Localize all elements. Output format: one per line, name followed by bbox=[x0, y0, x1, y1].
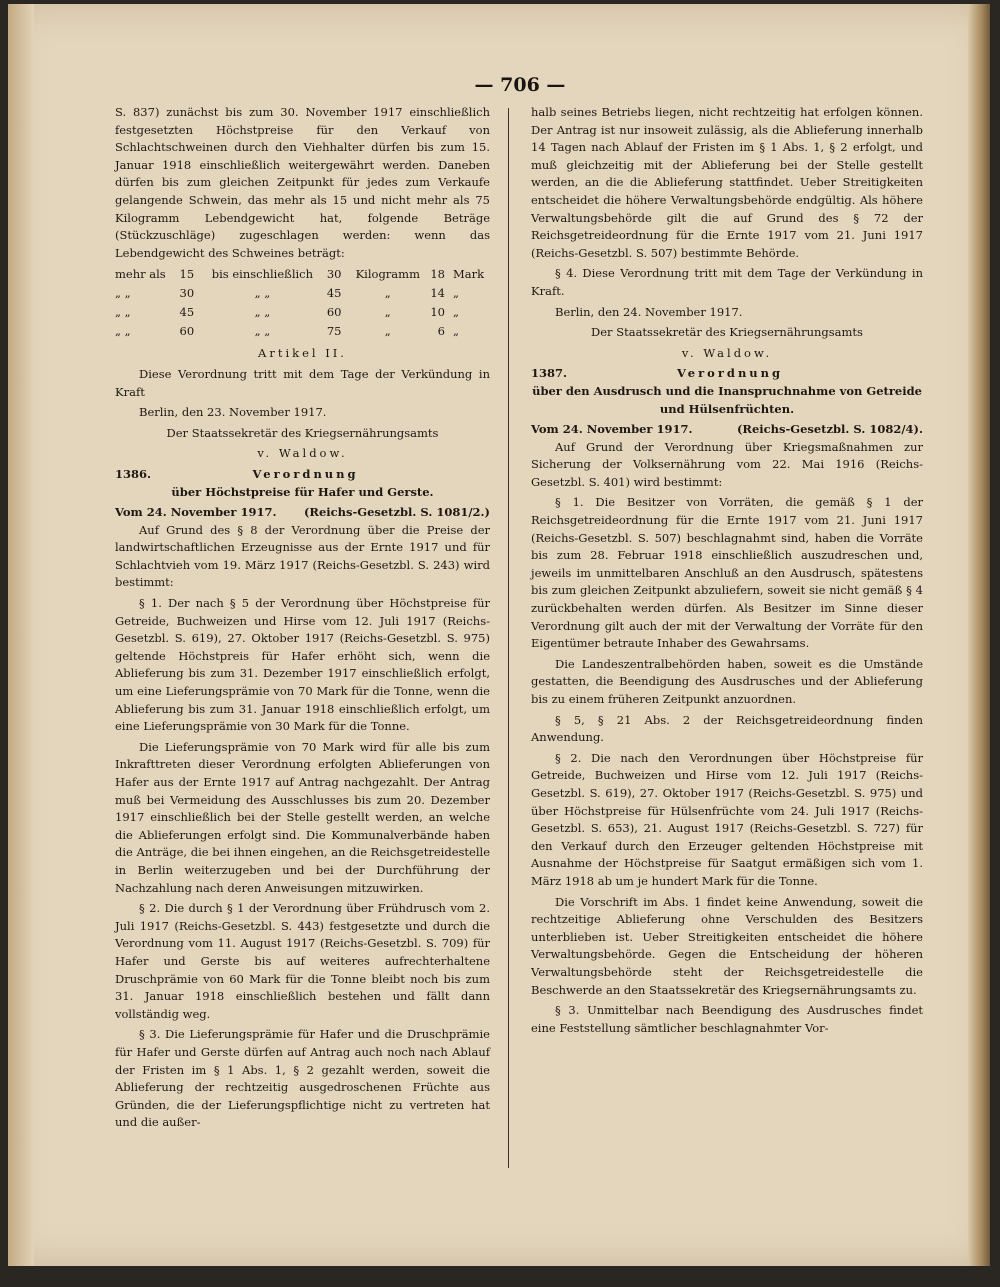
article-2-title: Artikel II. bbox=[258, 346, 347, 361]
row-prefix: mehr als bbox=[115, 267, 166, 282]
right-signature-role: Der Staatssekretär des Kriegsernährungsamts bbox=[591, 325, 863, 340]
table-row bbox=[115, 265, 490, 284]
left-paragraph-1: § 1. Der nach § 5 der Verordnung über Höchstpreise für Getreide, Buchweizen und Hirse vom 12. Juli 1917 (Reichs-Gesetzbl. S. 619), 27. Oktober 1917 (Reichs-Gesetzbl. S. 975) geltende Höchstpreis für Hafer erhöht sich, wenn die Ablieferung bis zum 31. Dezember 1917 einschließlich erfolgt, um eine Lieferungsprämie von 70 Mark für die Tonne, wenn die Ablieferung bis zum 31. Januar 1918 einschließlich erfolgt, um eine Lieferungsprämie von 30 Mark für die Tonne. bbox=[115, 596, 490, 734]
right-column bbox=[531, 104, 923, 1040]
row-range-text: bis einschließlich bbox=[211, 267, 314, 282]
row-from-weight: 15 bbox=[179, 267, 195, 282]
row-currency: „ bbox=[452, 286, 459, 301]
row-range-text: „ „ bbox=[254, 305, 271, 320]
book-spine bbox=[968, 4, 990, 1266]
ordinance-reference: (Reichs-Gesetzbl. S. 1081/2.) bbox=[303, 505, 490, 520]
row-unit: „ bbox=[384, 324, 391, 339]
row-amount: 14 bbox=[430, 286, 445, 301]
ordinance-subtitle: über Höchstpreise für Hafer und Gerste. bbox=[171, 484, 434, 499]
right-paragraph-p2: Die Landeszentralbehörden haben, soweit es die Umstände gestatten, die Beendigung des Ausdrusches und der Ablieferung bis zu einem früheren Zeitpunkt anzuordnen. bbox=[531, 656, 923, 706]
ordinance-date: Vom 24. November 1917. bbox=[115, 505, 277, 520]
ordinance-1386-heading bbox=[115, 466, 490, 484]
left-column bbox=[115, 104, 490, 1135]
left-paragraph-2: Die Lieferungsprämie von 70 Mark wird für alle bis zum Inkrafttreten dieser Verordnung erfolgten Ablieferungen von Hafer aus der Ernte 1917 auf Antrag nachgezahlt. Der Antrag muß bei Vermeidung des Ausschlusses bis zum 20. Dezember 1917 einschließlich bei der Stelle gestellt werden, an welche die Ablieferungen erfolgt sind. Die Kommunalverbände haben die Anträge, die bei ihnen eingehen, an die Reichsgetreidestelle in Berlin weiterzugeben und bei der Durchführung der Nachzahlung nach deren Anweisungen mitzuwirken. bbox=[115, 739, 490, 895]
row-prefix: „ „ bbox=[115, 286, 131, 301]
right-paragraph-intro: Auf Grund der Verordnung über Kriegsmaßnahmen zur Sicherung der Volksernährung vom 22. Mai 1916 (Reichs-Gesetzbl. S. 401) wird bestimmt: bbox=[531, 439, 923, 489]
left-intro-text: S. 837) zunächst bis zum 30. November 1917 einschließlich festgesetzten Höchstpreise für den Verkauf von Schlachtschweinen durch den Viehhalter dürfen bis zum 15. Januar 1918 einschließlich weitergewährt werden. Daneben dürfen bis zum gleichen Zeitpunkt für jedes zum Verkaufe gelangende Schwein, das mehr als 15 und nicht mehr als 75 Kilogramm Lebendgewicht hat, folgende Beträge (Stückzuschläge) zugeschlagen werden: wenn das Lebendgewicht des Schweines beträgt: bbox=[115, 105, 490, 260]
right-date-1: Berlin, den 24. November 1917. bbox=[555, 304, 743, 319]
table-row bbox=[115, 303, 490, 322]
ordinance-title: Verordnung bbox=[252, 466, 359, 481]
ordinance-subtitle: über den Ausdrusch und die Inanspruchnahme von Getreide und Hülsenfrüchten. bbox=[532, 383, 922, 416]
row-amount: 6 bbox=[437, 324, 445, 339]
ordinance-date-line bbox=[115, 504, 490, 522]
document-page bbox=[8, 4, 990, 1266]
right-paragraph-p3: § 5, § 21 Abs. 2 der Reichsgetreideordnung finden Anwendung. bbox=[531, 712, 923, 745]
left-date-1: Berlin, den 23. November 1917. bbox=[139, 405, 327, 420]
row-range-text: „ „ bbox=[254, 324, 271, 339]
row-range-text: „ „ bbox=[254, 286, 271, 301]
table-row bbox=[115, 284, 490, 303]
row-currency: Mark bbox=[452, 267, 485, 282]
ordinance-reference: (Reichs-Gesetzbl. S. 1082/4). bbox=[736, 422, 923, 437]
row-to-weight: 30 bbox=[326, 267, 342, 282]
right-paragraph-p6: § 3. Unmittelbar nach Beendigung des Ausdrusches findet eine Feststellung sämtlicher beschlagnahmter Vor- bbox=[531, 1003, 923, 1035]
ordinance-1387-heading bbox=[531, 365, 923, 383]
ordinance-date: Vom 24. November 1917. bbox=[531, 422, 693, 437]
left-paragraph-intro: Auf Grund des § 8 der Verordnung über die Preise der landwirtschaftlichen Erzeugnisse aus der Ernte 1917 und für Schlachtvieh vom 19. März 1917 (Reichs-Gesetzbl. S. 243) wird bestimmt: bbox=[115, 522, 490, 590]
page-number: — 706 — bbox=[474, 74, 566, 96]
row-from-weight: 30 bbox=[179, 286, 195, 301]
ordinance-title: Verordnung bbox=[676, 366, 784, 381]
right-paragraph-p1: § 1. Die Besitzer von Vorräten, die gemäß § 1 der Reichsgetreideordnung für die Ernte 1917 vom 21. Juni 1917 (Reichs-Gesetzbl. S. 507) beschlagnahmt sind, haben die Vorräte bis zum 28. Februar 1918 einschließlich auszudreschen und, jeweils im unmittelbaren Anschluß an den Ausdrusch, spätestens bis zum gleichen Zeitpunkt abzuliefern, soweit sie nicht gemäß § 4 zurückbehalten werden dürfen. Als Besitzer im Sinne dieser Verordnung gilt auch der mit der Verwaltung der Vorräte für den Eigentümer betraute Inhaber des Gewahrsams. bbox=[531, 495, 923, 651]
row-unit: „ bbox=[384, 286, 391, 301]
row-unit: Kilogramm bbox=[355, 267, 420, 282]
right-paragraph-p4: § 2. Die nach den Verordnungen über Höchstpreise für Getreide, Buchweizen und Hirse vom 12. Juli 1917 (Reichs-Gesetzbl. S. 619), 27. Oktober 1917 (Reichs-Gesetzbl. S. 975) und über Höchstpreise für Hülsenfrüchte vom 24. Juli 1917 (Reichs-Gesetzbl. S. 653), 21. August 1917 (Reichs-Gesetzbl. S. 727) für den Verkauf durch den Erzeuger geltenden Höchstpreise mit Ausnahme der Höchstpreise für Saatgut ermäßigen sich vom 1. März 1918 ab um je hundert Mark für die Tonne. bbox=[531, 750, 923, 888]
right-paragraph-4: § 4. Diese Verordnung tritt mit dem Tage der Verkündung in Kraft. bbox=[531, 266, 923, 298]
right-continuation: halb seines Betriebs liegen, nicht rechtzeitig hat erfolgen können. Der Antrag ist nur insoweit zulässig, als die Ablieferung innerhalb 14 Tagen nach Ablauf der Fristen im § 1 Abs. 1, § 2 erfolgt, und muß gleichzeitig mit der Ablieferung bei der Stelle gestellt werden, an die die Ablieferung stattfindet. Ueber Streitigkeiten entscheidet die höhere Verwaltungsbehörde endgültig. Als höhere Verwaltungsbehörde gilt die auf Grund des § 72 der Reichsgetreideordnung für die Ernte 1917 vom 21. Juni 1917 (Reichs-Gesetzbl. S. 507) bestimmte Behörde. bbox=[531, 105, 923, 260]
left-paragraph-4: § 3. Die Lieferungsprämie für Hafer und die Druschprämie für Hafer und Gerste dürfen auf Antrag auch noch nach Ablauf der Fristen im § 1 Abs. 1, § 2 gezahlt werden, soweit die Ablieferung der rechtzeitig ausgedroschenen Früchte aus Gründen, die der Lieferungspflichtige nicht zu vertreten hat und die außer- bbox=[115, 1027, 490, 1130]
row-amount: 10 bbox=[430, 305, 445, 320]
ordinance-date-line bbox=[531, 421, 923, 439]
row-prefix: „ „ bbox=[115, 324, 131, 339]
right-paragraph-p5: Die Vorschrift im Abs. 1 findet keine Anwendung, soweit die rechtzeitige Ablieferung ohne Verschulden des Besitzers unterblieben ist. Ueber Streitigkeiten entscheidet die höhere Verwaltungsbehörde. Gegen die Entscheidung der höheren Verwaltungsbehörde steht der Reichsgetreidestelle die Beschwerde an den Staatssekretär des Kriegsernährungsamts zu. bbox=[531, 894, 923, 997]
ordinance-number: 1387. bbox=[531, 366, 568, 381]
left-page-edge bbox=[8, 4, 34, 1266]
table-row bbox=[115, 322, 490, 341]
left-paragraph-3: § 2. Die durch § 1 der Verordnung über Frühdrusch vom 2. Juli 1917 (Reichs-Gesetzbl. S. 443) festgesetzte und durch die Verordnung vom 11. August 1917 (Reichs-Gesetzbl. S. 709) für Hafer und Gerste bis auf weiteres aufrechterhaltene Druschprämie von 60 Mark für die Tonne bleibt noch bis zum 31. Januar 1918 einschließlich bestehen und fällt dann vollständig weg. bbox=[115, 901, 490, 1021]
left-signature-role: Der Staatssekretär des Kriegsernährungsamts bbox=[166, 425, 439, 440]
row-to-weight: 45 bbox=[326, 286, 342, 301]
weight-surcharge-table bbox=[115, 265, 490, 341]
column-divider bbox=[508, 108, 509, 1168]
row-amount: 18 bbox=[430, 267, 445, 282]
article-2-text: Diese Verordnung tritt mit dem Tage der Verkündung in Kraft bbox=[115, 366, 490, 399]
right-signature-name: v. Waldow. bbox=[681, 345, 773, 360]
row-currency: „ bbox=[452, 324, 459, 339]
left-signature-name: v. Waldow. bbox=[257, 446, 348, 461]
row-from-weight: 45 bbox=[179, 305, 195, 320]
row-unit: „ bbox=[384, 305, 391, 320]
row-to-weight: 60 bbox=[326, 305, 342, 320]
row-prefix: „ „ bbox=[115, 305, 131, 320]
ordinance-number: 1386. bbox=[115, 466, 152, 481]
row-from-weight: 60 bbox=[179, 324, 195, 339]
row-to-weight: 75 bbox=[326, 324, 342, 339]
row-currency: „ bbox=[452, 305, 459, 320]
